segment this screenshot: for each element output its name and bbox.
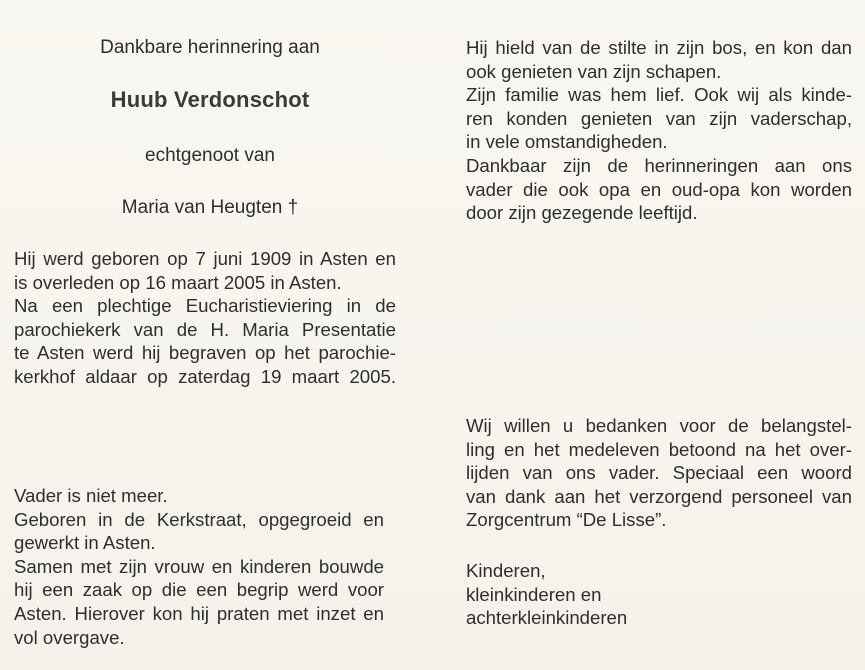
biography-line: Na een plechtige Eucharistieviering in de xyxy=(14,295,396,317)
biography-paragraph xyxy=(14,247,396,389)
reflection-line: ook genieten van zijn schapen. xyxy=(466,60,722,82)
memory-line: Asten. Hierover kon hij praten met inzet en xyxy=(14,602,384,624)
memory-paragraph xyxy=(14,484,384,649)
reflection-line: Hij hield van de stilte in zijn bos, en kon dan xyxy=(466,37,852,58)
reflection-paragraph xyxy=(466,36,852,225)
intro-text: Dankbare herinnering aan xyxy=(100,37,320,58)
biography-line: is overleden op 16 maart 2005 in Asten. xyxy=(14,271,342,293)
signature-block xyxy=(466,559,852,630)
biography-line: kerkhof aldaar op zaterdag 19 maart 2005. xyxy=(14,365,396,387)
thanks-line: lijden van ons vader. Speciaal een woord xyxy=(466,462,852,484)
biography-line: parochiekerk van de H. Maria Presentatie xyxy=(14,318,396,340)
biography-line: Hij werd geboren op 7 juni 1909 in Asten en xyxy=(14,248,396,269)
memory-line: Samen met zijn vrouw en kinderen bouwde xyxy=(14,555,384,577)
reflection-line: vader die ook opa en oud-opa kon worden xyxy=(466,178,852,200)
spouse-name: Maria van Heugten † xyxy=(121,197,299,218)
thanks-line: van dank aan het verzorgend personeel van xyxy=(466,485,852,507)
spouse-label: echtgenoot van xyxy=(145,145,275,166)
thanks-paragraph xyxy=(466,414,852,532)
memory-line: hij een zaak op die een begrip werd voor xyxy=(14,579,384,601)
memory-line: gewerkt in Asten. xyxy=(14,532,156,554)
signature-line: Kinderen, xyxy=(466,560,546,581)
reflection-line: Zijn familie was hem lief. Ook wij als kinde- xyxy=(466,84,852,106)
reflection-line: ren konden genieten van zijn vaderschap, xyxy=(466,107,852,129)
memory-line: vol overgave. xyxy=(14,626,125,648)
thanks-line: ling en het medeleven betoond na het over- xyxy=(466,438,852,460)
memory-line: Vader is niet meer. xyxy=(14,485,168,506)
biography-line: te Asten werd hij begraven op het parochie- xyxy=(14,342,396,364)
thanks-line: Wij willen u bedanken voor de belangstel- xyxy=(466,415,852,436)
thanks-line: Zorgcentrum “De Lisse”. xyxy=(466,509,667,531)
memory-line: Geboren in de Kerkstraat, opgegroeid en xyxy=(14,508,384,530)
signature-line: kleinkinderen en xyxy=(466,583,602,605)
reflection-line: Dankbaar zijn de herinneringen aan ons xyxy=(466,154,852,176)
deceased-name: Huub Verdonschot xyxy=(110,87,310,112)
reflection-line: in vele omstandigheden. xyxy=(466,131,668,153)
signature-line: achterkleinkinderen xyxy=(466,607,628,629)
reflection-line: door zijn gezegende leeftijd. xyxy=(466,202,698,224)
